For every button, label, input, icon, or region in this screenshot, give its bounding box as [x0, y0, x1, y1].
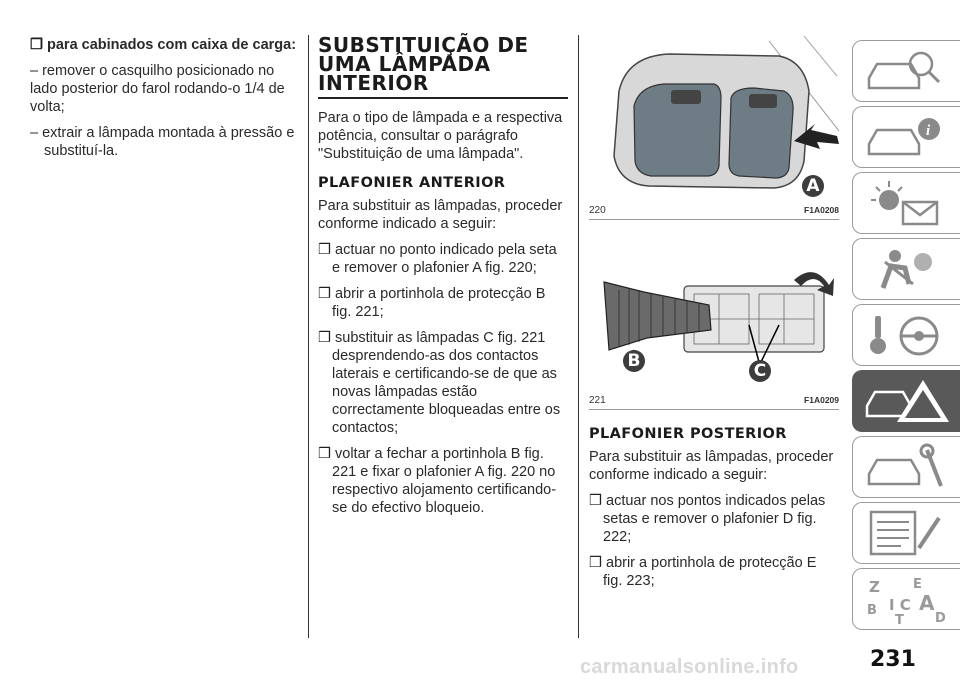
- car-wrench-icon: [861, 442, 951, 492]
- figure-caption: [589, 395, 839, 406]
- svg-text:E: E: [913, 577, 922, 592]
- svg-text:B: B: [867, 603, 877, 618]
- paragraph: – remover o casquilho posicionado no lado posterior do farol rodando-o 1/4 de volta;: [30, 63, 285, 115]
- car-info-icon: [861, 112, 951, 162]
- car-search-icon: [861, 46, 951, 96]
- sub-intro: Para substituir as lâmpadas, proceder conforme indicado a seguir:: [318, 198, 563, 232]
- middle-column: [318, 33, 568, 525]
- tab-steering-key[interactable]: [852, 304, 960, 366]
- column-divider: [578, 35, 579, 638]
- callout-c-badge: C: [749, 360, 771, 382]
- callout-a-badge: A: [802, 175, 824, 197]
- svg-text:D: D: [935, 611, 946, 624]
- page-number: 231: [870, 647, 916, 672]
- figure-code: F1A0208: [804, 205, 839, 215]
- document-list-icon: [861, 508, 951, 558]
- car-warning-icon: [861, 376, 951, 426]
- list-item: ❒ substituir as lâmpadas C fig. 221 desprendendo-as dos contactos laterais e certificando-se de que as novas lâmpadas estão correctamente bloqueadas entre os contactos;: [318, 330, 561, 436]
- alphabet-index-icon: [861, 574, 951, 624]
- figure-number: 221: [589, 395, 606, 406]
- heading-bullet: ❒ para cabinados com caixa de carga:: [30, 37, 297, 53]
- subsection-title: PLAFONIER ANTERIOR: [318, 175, 506, 191]
- sub-intro: Para substituir as lâmpadas, proceder conforme indicado a seguir:: [589, 449, 834, 483]
- callout-b-badge: B: [623, 350, 645, 372]
- figure-number: 220: [589, 205, 606, 216]
- svg-text:I C: I C: [889, 596, 911, 614]
- svg-text:i: i: [926, 123, 931, 139]
- paragraph: – extrair a lâmpada montada à pressão e substituí-la.: [30, 125, 295, 159]
- steering-wheel-key-icon: [861, 310, 951, 360]
- list-item: ❒ abrir a portinhola de protecção B fig. 221;: [318, 286, 546, 320]
- caption-rule: [589, 409, 839, 410]
- tab-airbag-seat[interactable]: [852, 238, 960, 300]
- svg-text:T: T: [895, 613, 904, 624]
- svg-text:Z: Z: [869, 578, 880, 596]
- list-item: ❒ abrir a portinhola de protecção E fig. 223;: [589, 555, 817, 589]
- figure-code: F1A0209: [804, 395, 839, 405]
- right-column-text: [589, 426, 839, 598]
- list-item: ❒ voltar a fechar a portinhola B fig. 221 e fixar o plafonier A fig. 220 no respectivo alojamento certificando-se do efectivo bloqueio.: [318, 446, 557, 516]
- section-title: SUBSTITUIÇÃO DE UMA LÂMPADA INTERIOR: [318, 33, 529, 95]
- tab-document-list[interactable]: [852, 502, 960, 564]
- lights-message-icon: [861, 178, 951, 228]
- svg-text:A: A: [919, 591, 935, 615]
- title-underline: [318, 97, 568, 99]
- tab-car-wrench[interactable]: [852, 436, 960, 498]
- watermark: carmanualsonline.info: [580, 656, 799, 678]
- figure-221: [589, 250, 839, 390]
- column-divider: [308, 35, 309, 638]
- figure-caption: [589, 205, 839, 216]
- list-item: ❒ actuar no ponto indicado pela seta e remover o plafonier A fig. 220;: [318, 242, 557, 276]
- intro-paragraph: Para o tipo de lâmpada e a respectiva potência, consultar o parágrafo "Substituição de uma lâmpada".: [318, 110, 563, 162]
- subsection-title: PLAFONIER POSTERIOR: [589, 426, 787, 442]
- tab-car-warning[interactable]: [852, 370, 960, 432]
- tab-lights-message[interactable]: [852, 172, 960, 234]
- ceiling-lamp-illustration: [589, 36, 839, 200]
- caption-rule: [589, 219, 839, 220]
- tab-car-info[interactable]: [852, 106, 960, 168]
- left-column: [30, 36, 298, 168]
- tab-alphabet-index[interactable]: [852, 568, 960, 630]
- figure-220: [589, 36, 839, 200]
- airbag-seat-icon: [861, 244, 951, 294]
- tab-car-search[interactable]: [852, 40, 960, 102]
- list-item: ❒ actuar nos pontos indicados pelas setas e remover o plafonier D fig. 222;: [589, 493, 826, 545]
